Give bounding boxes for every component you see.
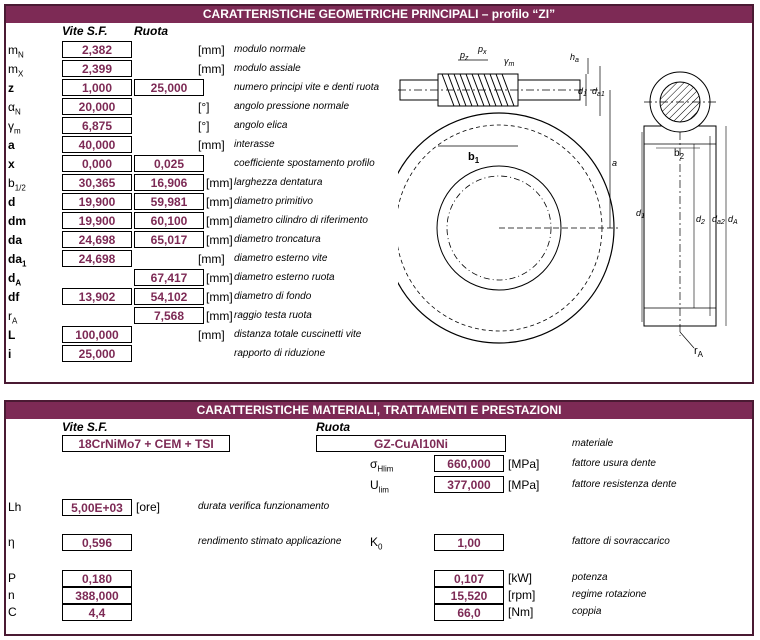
row-vite-value: 1,000 (62, 79, 132, 96)
p-ruota-value: 0,107 (434, 570, 504, 587)
k0-desc: fattore di sovraccarico (572, 536, 670, 547)
row-vite-value: 100,000 (62, 326, 132, 343)
row-description: diametro di fondo (234, 291, 312, 302)
ulim-unit: [MPa] (508, 478, 540, 492)
sigma-unit: [MPa] (508, 457, 540, 471)
row-ruota-value: 59,981 (134, 193, 204, 210)
row-description: modulo assiale (234, 63, 301, 74)
row-vite-value: 40,000 (62, 136, 132, 153)
label-da2: $d_{a2}$ (712, 214, 725, 226)
row-symbol: $\gamma_m$ (8, 119, 21, 136)
row-ruota-value: 0,025 (134, 155, 204, 172)
materials-panel-title: CARATTERISTICHE MATERIALI, TRATTAMENTI E PRESTAZIONI (6, 402, 752, 419)
row-unit: [mm] (206, 195, 233, 209)
worm-gear-drawing (398, 36, 752, 376)
row-unit: [mm] (198, 62, 225, 76)
lh-symbol: Lh (8, 500, 22, 514)
row-unit: [mm] (198, 252, 225, 266)
label-dA: $d_A$ (728, 214, 738, 226)
label-da1: $d_{a1}$ (592, 86, 605, 98)
label-a: a (612, 158, 618, 168)
row-description: distanza totale cuscinetti vite (234, 329, 362, 340)
label-d1-right: $d_1$ (636, 208, 645, 220)
row-vite-value: 2,399 (62, 60, 132, 77)
row-symbol: d (8, 195, 16, 209)
c-symbol: C (8, 605, 17, 619)
n-symbol: n (8, 588, 15, 602)
row-symbol: $d_A$ (8, 271, 22, 288)
row-unit: [mm] (206, 176, 233, 190)
row-symbol: $m_X$ (8, 62, 24, 79)
row-ruota-value: 65,017 (134, 231, 204, 248)
sigma-symbol: $\sigma_{Hlim}$ (370, 457, 394, 474)
row-symbol: $\alpha_N$ (8, 100, 21, 117)
column-header-ruota: Ruota (134, 24, 168, 38)
row-unit: [mm] (198, 328, 225, 342)
row-vite-value: 24,698 (62, 231, 132, 248)
ulim-symbol: $U_{lim}$ (370, 478, 389, 495)
c-ruota-value: 66,0 (434, 604, 504, 621)
ulim-value: 377,000 (434, 476, 504, 493)
row-unit: [mm] (198, 138, 225, 152)
label-b2: $b_2$ (674, 148, 685, 161)
lh-unit: [ore] (136, 500, 161, 514)
row-symbol: $b_{1/2}$ (8, 176, 26, 193)
row-ruota-value: 7,568 (134, 307, 204, 324)
row-ruota-value: 16,906 (134, 174, 204, 191)
row-description: diametro primitivo (234, 196, 313, 207)
row-description: diametro esterno vite (234, 253, 328, 264)
row-unit: [mm] (206, 271, 233, 285)
material-desc: materiale (572, 438, 614, 449)
row-vite-value: 6,875 (62, 117, 132, 134)
material-vite-value: 18CrNiMo7 + CEM + TSI (62, 435, 230, 452)
eta-symbol: η (8, 535, 15, 549)
material-ruota-value: GZ-CuAl10Ni (316, 435, 506, 452)
row-symbol: dm (8, 214, 26, 228)
p-vite-value: 0,180 (62, 570, 132, 587)
column-header-vite-2: Vite S.F. (62, 420, 108, 434)
row-vite-value: 2,382 (62, 41, 132, 58)
label-pz: $p_z$ (460, 50, 469, 62)
sigma-value: 660,000 (434, 455, 504, 472)
sigma-desc: fattore usura dente (572, 458, 656, 469)
label-d2: $d_2$ (696, 214, 705, 226)
row-symbol: x (8, 157, 15, 171)
row-ruota-value: 25,000 (134, 79, 204, 96)
row-symbol: L (8, 328, 16, 342)
row-symbol: da (8, 233, 23, 247)
row-unit: [mm] (206, 290, 233, 304)
row-description: diametro cilindro di riferimento (234, 215, 368, 226)
row-description: angolo elica (234, 120, 288, 131)
eta-desc: rendimento stimato applicazione (198, 536, 342, 547)
row-unit: [mm] (206, 233, 233, 247)
label-rA: $r_A$ (694, 345, 704, 359)
p-desc: potenza (572, 572, 608, 583)
row-description: modulo normale (234, 44, 306, 55)
eta-value: 0,596 (62, 534, 132, 551)
row-description: coefficiente spostamento profilo (234, 158, 375, 169)
row-vite-value: 19,900 (62, 212, 132, 229)
row-description: diametro troncatura (234, 234, 321, 245)
row-description: angolo pressione normale (234, 101, 350, 112)
row-vite-value: 30,365 (62, 174, 132, 191)
row-unit: [°] (198, 100, 210, 114)
p-symbol: P (8, 571, 17, 585)
label-px: $p_x$ (478, 44, 487, 56)
label-d1: $d_1$ (578, 86, 587, 98)
materials-panel (4, 400, 754, 636)
row-unit: [mm] (206, 214, 233, 228)
c-vite-value: 4,4 (62, 604, 132, 621)
row-vite-value: 25,000 (62, 345, 132, 362)
label-b1: $b_1$ (468, 151, 480, 165)
row-vite-value: 24,698 (62, 250, 132, 267)
row-vite-value: 13,902 (62, 288, 132, 305)
column-header-ruota-2: Ruota (316, 420, 350, 434)
lh-desc: durata verifica funzionamento (198, 501, 330, 512)
row-symbol: df (8, 290, 20, 304)
k0-symbol: $K_0$ (370, 535, 383, 552)
label-ha: $h_a$ (570, 52, 579, 64)
row-symbol: i (8, 347, 12, 361)
n-unit: [rpm] (508, 588, 536, 602)
c-unit: [Nm] (508, 605, 534, 619)
row-symbol: $r_A$ (8, 309, 18, 326)
label-gm: $\gamma_m$ (504, 56, 515, 68)
n-desc: regime rotazione (572, 589, 647, 600)
n-ruota-value: 15,520 (434, 587, 504, 604)
row-ruota-value: 60,100 (134, 212, 204, 229)
row-description: raggio testa ruota (234, 310, 312, 321)
p-unit: [kW] (508, 571, 532, 585)
n-vite-value: 388,000 (62, 587, 132, 604)
row-description: diametro esterno ruota (234, 272, 335, 283)
row-symbol: $m_N$ (8, 43, 24, 60)
row-description: numero principi vite e denti ruota (234, 82, 380, 93)
lh-value: 5,00E+03 (62, 499, 132, 516)
row-symbol: $da_1$ (8, 252, 27, 269)
column-header-vite: Vite S.F. (62, 24, 108, 38)
row-vite-value: 0,000 (62, 155, 132, 172)
k0-value: 1,00 (434, 534, 504, 551)
row-unit: [°] (198, 119, 210, 133)
row-unit: [mm] (206, 309, 233, 323)
row-description: interasse (234, 139, 275, 150)
row-description: rapporto di riduzione (234, 348, 326, 359)
row-symbol: z (8, 81, 14, 95)
row-ruota-value: 54,102 (134, 288, 204, 305)
geometry-panel (4, 4, 754, 384)
row-vite-value: 20,000 (62, 98, 132, 115)
row-ruota-value: 67,417 (134, 269, 204, 286)
row-symbol: a (8, 138, 15, 152)
ulim-desc: fattore resistenza dente (572, 479, 677, 490)
row-description: larghezza dentatura (234, 177, 323, 188)
row-unit: [mm] (198, 43, 225, 57)
geometry-panel-title: CARATTERISTICHE GEOMETRICHE PRINCIPALI – profilo “ZI” (6, 6, 752, 23)
row-vite-value: 19,900 (62, 193, 132, 210)
c-desc: coppia (572, 606, 602, 617)
